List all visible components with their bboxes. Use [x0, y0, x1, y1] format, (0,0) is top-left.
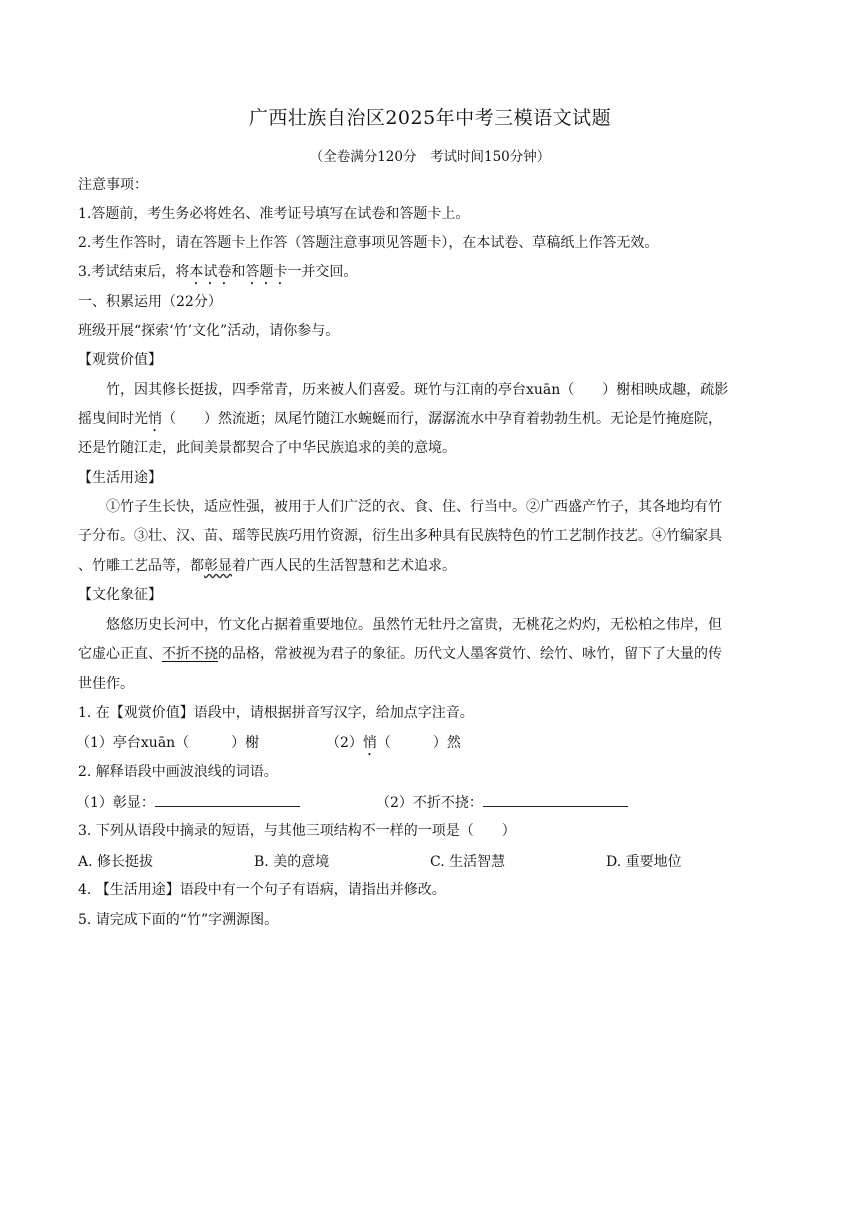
section-intro: 班级开展“探索‘竹’文化”活动，请你参与。	[78, 323, 340, 339]
notice-item-3	[78, 262, 357, 288]
notice-item-2: 2.考生作答时，请在答题卡上作答（答题注意事项见答题卡），在本试卷、草稿纸上作答无效。	[78, 235, 659, 251]
dotted-char: 悄	[362, 735, 377, 751]
option-d[interactable]: D. 重要地位	[606, 854, 682, 870]
section-heading: 一、积累运用（22分）	[78, 294, 222, 310]
para-line: 世佳作。	[78, 676, 134, 692]
notice-item-3-text: 和	[231, 264, 246, 280]
para-text: 着广西人民的生活智慧和艺术追求。	[232, 558, 456, 574]
para-heading-symbol: 【文化象征】	[78, 587, 162, 603]
para-text: 、竹雕工艺品等，都	[78, 558, 204, 574]
question-1-answer-2	[326, 733, 461, 759]
question-2-stem: 2. 解释语段中画波浪线的词语。	[78, 764, 278, 780]
answer-label: （2）不折不挠：	[376, 795, 483, 811]
answer-blank[interactable]	[155, 792, 300, 807]
para-line	[78, 644, 722, 664]
notice-item-3-text: 3.考试结束后，将	[78, 264, 190, 280]
para-heading-ornamental: 【观赏价值】	[78, 352, 162, 368]
para-line: ①竹子生长快，适应性强，被用于人们广泛的衣、食、住、行当中。②广西盛产竹子，其各地均有竹	[106, 499, 722, 515]
para-text: 摇曳间时光	[78, 411, 148, 427]
page-subtitle: （全卷满分120分 考试时间150分钟）	[309, 149, 551, 165]
answer-text: （2）	[326, 735, 363, 751]
para-line: 悠悠历史长河中，竹文化占据着重要地位。虽然竹无牡丹之富贵，无桃花之灼灼，无松柏之伟岸，但	[106, 617, 722, 633]
question-1-stem: 1. 在【观赏价值】语段中，请根据拼音写汉字，给加点字注音。	[78, 705, 474, 721]
question-3-stem: 3. 下列从语段中摘录的短语，与其他三项结构不一样的一项是（ ）	[78, 823, 516, 839]
option-c[interactable]: C. 生活智慧	[430, 854, 506, 870]
answer-text: （ ）然	[376, 735, 461, 751]
question-2-answer-1	[76, 792, 300, 813]
answer-blank[interactable]	[483, 792, 628, 807]
dotted-word-answer-card: 答题卡	[245, 264, 288, 280]
question-5-stem: 5. 请完成下面的“竹”字溯源图。	[78, 912, 279, 928]
para-line: 竹，因其修长挺拔，四季常青，历来被人们喜爱。斑竹与江南的亭台xuān（ ）榭相映成趣，疏影	[106, 382, 729, 398]
option-b[interactable]: B. 美的意境	[254, 854, 330, 870]
page-title: 广西壮族自治区2025年中考三模语文试题	[248, 107, 612, 129]
para-text: 的品格，常被视为君子的象征。历代文人墨客赏竹、绘竹、咏竹，留下了大量的传	[218, 646, 722, 662]
notice-item-1: 1.答题前，考生务必将姓名、准考证号填写在试卷和答题卡上。	[78, 206, 470, 222]
notice-item-3-text: 一并交回。	[287, 264, 358, 280]
question-1-answer-1: （1）亭台xuān（ ）榭	[76, 735, 260, 751]
question-2-answer-2	[376, 792, 628, 813]
notice-heading: 注意事项：	[78, 177, 148, 193]
para-line	[78, 409, 722, 435]
para-line: 还是竹随江走，此间美景都契合了中华民族追求的美的意境。	[78, 440, 456, 456]
dotted-char: 悄	[148, 411, 162, 427]
para-text: 它虚心正直、	[78, 646, 162, 662]
question-4-stem: 4. 【生活用途】语段中有一个句子有语病，请指出并修改。	[78, 882, 446, 898]
wavy-word: 彰显	[204, 558, 232, 574]
para-line	[78, 556, 456, 576]
option-a[interactable]: A. 修长挺拔	[78, 854, 154, 870]
dotted-word-test-paper: 本试卷	[189, 264, 232, 280]
para-heading-usage: 【生活用途】	[78, 470, 162, 486]
wavy-word: 不折不挠	[162, 646, 218, 662]
para-line: 子分布。③壮、汉、苗、瑶等民族巧用竹资源，衍生出多种具有民族特色的竹工艺制作技艺。④竹编家具	[78, 528, 722, 544]
answer-label: （1）彰显：	[76, 795, 155, 811]
para-text: （ ）然流逝；凤尾竹随江水蜿蜒而行，潺潺流水中孕育着勃勃生机。无论是竹掩庭院，	[162, 411, 722, 427]
